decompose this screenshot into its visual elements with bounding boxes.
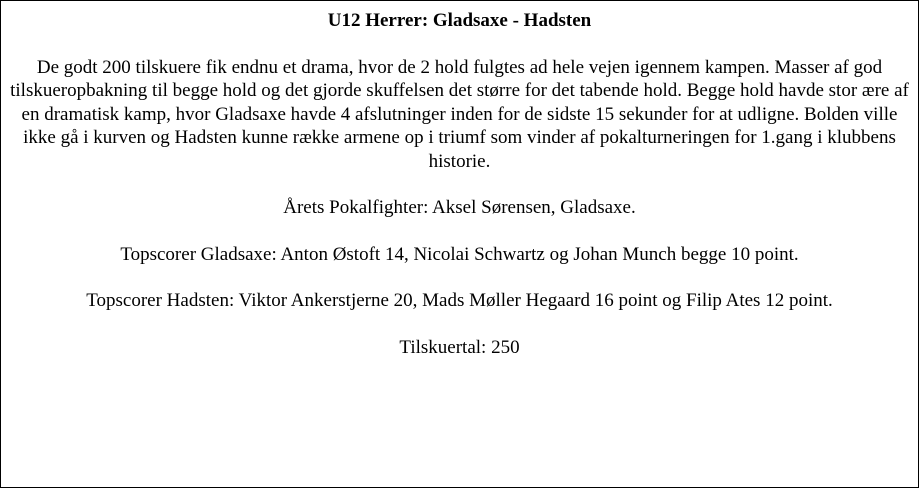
article-title: U12 Herrer: Gladsaxe - Hadsten	[327, 10, 592, 31]
match-report-paragraph: De godt 200 tilskuere fik endnu et drama, hvor de 2 hold fulgtes ad hele vejen igennem kampen. Masser af god tilskueropbakning til begge hold og det gjorde skuffelsen det større for det tabende hold. Begge hold havde stor ære af en dramatisk kamp, hvor Gladsaxe havde 4 afslutninger inden for de sidste 15 sekunder for at udligne. Bolden ville ikke gå i kurven og Hadsten kunne række armene op i triumf som vinder af pokalturneringen for 1.gang i klubbens historie.	[10, 56, 909, 172]
attendance-line: Tilskuertal: 250	[399, 336, 520, 358]
topscorer-gladsaxe-line: Topscorer Gladsaxe: Anton Østoft 14, Nicolai Schwartz og Johan Munch begge 10 point.	[120, 243, 799, 265]
topscorer-hadsten-line: Topscorer Hadsten: Viktor Ankerstjerne 20, Mads Møller Hegaard 16 point og Filip Ates 12 point.	[86, 290, 833, 311]
pokalfighter-line: Årets Pokalfighter: Aksel Sørensen, Gladsaxe.	[283, 197, 636, 218]
